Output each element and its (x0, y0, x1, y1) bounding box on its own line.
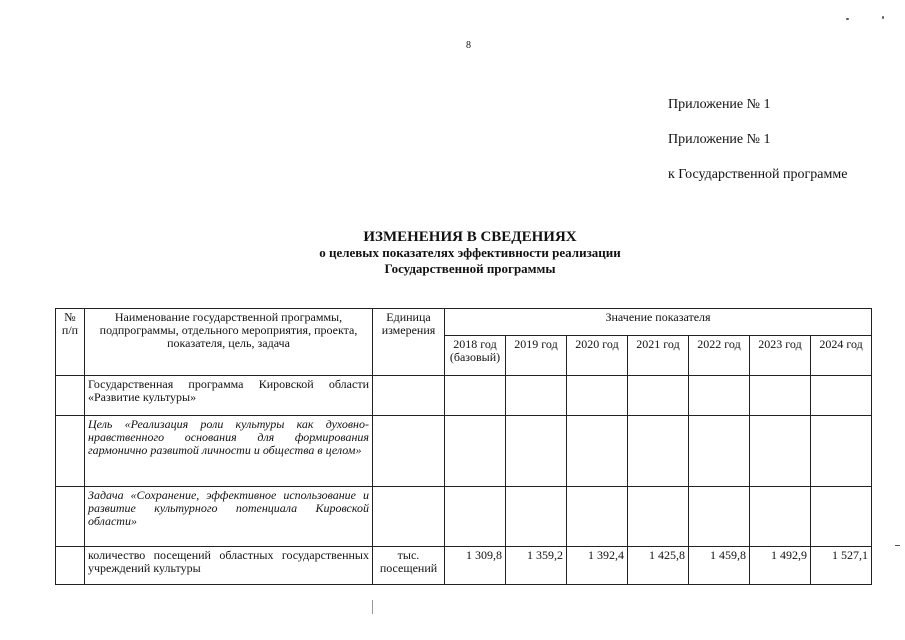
header-year: 2023 год (750, 336, 811, 376)
document-title (250, 229, 690, 277)
value-cell (506, 416, 567, 487)
scan-speck (846, 18, 849, 20)
row-number-cell (56, 547, 85, 585)
header-year: 2018 год (базовый) (445, 336, 506, 376)
header-number: № п/п (56, 309, 85, 376)
value-cell (567, 487, 628, 547)
appendix-line-2: Приложение № 1 (668, 132, 771, 147)
row-number-cell (56, 376, 85, 416)
scan-speck (895, 545, 900, 546)
value-cell (567, 376, 628, 416)
title-line-2: о целевых показателях эффективности реализации (319, 245, 621, 260)
header-unit: Единица измерения (373, 309, 445, 376)
row-unit-cell (373, 487, 445, 547)
value-cell (506, 376, 567, 416)
value-cell (628, 487, 689, 547)
value-cell (628, 416, 689, 487)
indicators-table (55, 308, 872, 585)
row-number-cell (56, 416, 85, 487)
row-name-cell: Государственная программа Кировской области «Развитие культуры» (85, 376, 373, 416)
table-row (56, 487, 872, 547)
value-cell (811, 487, 872, 547)
value-cell (445, 487, 506, 547)
value-cell (689, 416, 750, 487)
value-cell (750, 416, 811, 487)
header-year: 2024 год (811, 336, 872, 376)
value-cell (689, 487, 750, 547)
value-cell: 1 527,1 (811, 547, 872, 585)
table-row (56, 416, 872, 487)
row-unit-cell (373, 416, 445, 487)
value-cell (750, 487, 811, 547)
value-cell (689, 376, 750, 416)
value-cell: 1 425,8 (628, 547, 689, 585)
value-cell: 1 392,4 (567, 547, 628, 585)
row-number-cell (56, 487, 85, 547)
value-cell (628, 376, 689, 416)
appendix-line-1: Приложение № 1 (668, 97, 771, 112)
header-value-group: Значение показателя (445, 309, 872, 336)
row-unit-cell: тыс. посещений (373, 547, 445, 585)
table-row (56, 547, 872, 585)
row-name-cell: Задача «Сохранение, эффективное использование и развитие культурного потенциала Кировской области» (85, 487, 373, 547)
value-cell (567, 416, 628, 487)
scan-speck (882, 16, 884, 19)
page-number: 8 (466, 40, 471, 51)
table-row (56, 376, 872, 416)
header-year: 2019 год (506, 336, 567, 376)
header-year: 2021 год (628, 336, 689, 376)
value-cell (811, 376, 872, 416)
appendix-line-3: к Государственной программе (668, 167, 848, 182)
header-year: 2020 год (567, 336, 628, 376)
row-name-cell: количество посещений областных государственных учреждений культуры (85, 547, 373, 585)
value-cell (445, 376, 506, 416)
value-cell: 1 492,9 (750, 547, 811, 585)
row-name-cell: Цель «Реализация роли культуры как духовно-нравственного основания для формирования гармонично развитой личности и общества в целом» (85, 416, 373, 487)
value-cell (445, 416, 506, 487)
value-cell: 1 359,2 (506, 547, 567, 585)
value-cell: 1 309,8 (445, 547, 506, 585)
value-cell (811, 416, 872, 487)
header-name: Наименование государственной программы, подпрограммы, отдельного мероприятия, проекта, показателя, цель, задача (85, 309, 373, 376)
title-main: ИЗМЕНЕНИЯ В СВЕДЕНИЯХ (363, 229, 577, 245)
value-cell (506, 487, 567, 547)
scan-speck (372, 600, 373, 614)
title-line-3: Государственной программы (384, 261, 556, 276)
header-year: 2022 год (689, 336, 750, 376)
row-unit-cell (373, 376, 445, 416)
value-cell (750, 376, 811, 416)
value-cell: 1 459,8 (689, 547, 750, 585)
